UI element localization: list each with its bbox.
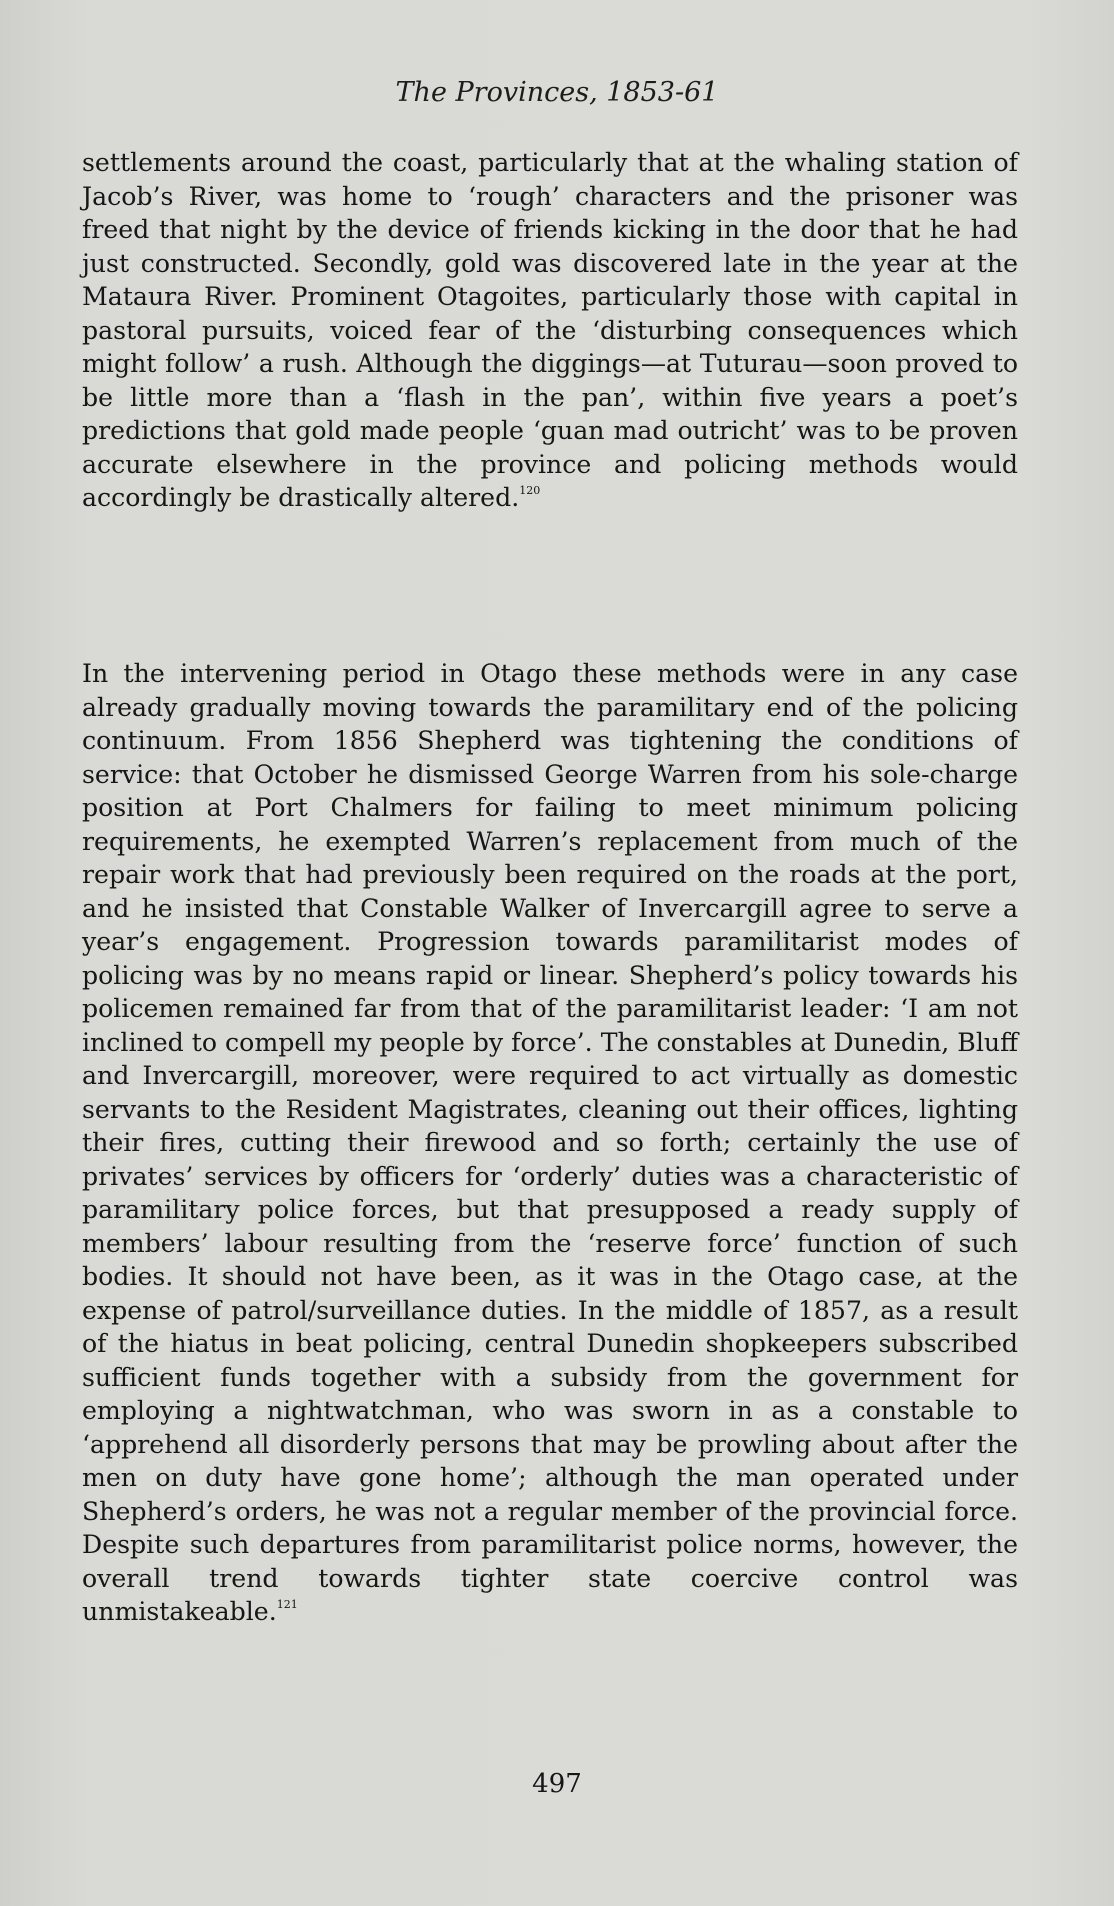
paragraph-2 (82, 657, 1018, 1629)
paragraph-1-text: settlements around the coast, particularly that at the whaling station of Jacob’s River, was home to ‘rough’ characters and the prisoner was freed that night by the device of friends kicking in the door that he had just constructed. Secondly, gold was discovered late in the year at the Mataura River. Prominent Otagoites, particularly those with capital in pastoral pursuits, voiced fear of the ‘disturbing consequences which might follow’ a rush. Although the diggings—at Tuturau—soon proved to be little more than a ‘flash in the pan’, within five years a poet’s predictions that gold made people ‘guan mad outricht’ was to be proven accurate elsewhere in the province and policing methods would accordingly be drastically altered. (82, 148, 1018, 512)
page-number: 497 (532, 1769, 582, 1799)
paragraph-1 (82, 146, 1018, 515)
footnote-marker-121: 121 (276, 1598, 298, 1611)
paragraph-2-text: In the intervening period in Otago these methods were in any case already gradually moving towards the paramilitary end of the policing continuum. From 1856 Shepherd was tightening the conditions of service: that October he dismissed George Warren from his sole-charge position at Port Chalmers for failing to meet minimum policing requirements, he exempted Warren’s replacement from much of the repair work that had previously been required on the roads at the port, and he insisted that Constable Walker of Invercargill agree to serve a year’s engagement. Progression towards paramilitarist modes of policing was by no means rapid or linear. Shepherd’s policy towards his policemen remained far from that of the paramilitarist leader: ‘I am not inclined to compell my people by force’. The constables at Dunedin, Bluff and Invercargill, moreover, were required to act virtually as domestic servants to the Resident Magistrates, cleaning out their offices, lighting their fires, cutting their firewood and so forth; certainly the use of privates’ services by officers for ‘orderly’ duties was a characteristic of paramilitary police forces, but that presupposed a ready supply of members’ labour resulting from the ‘reserve force’ function of such bodies. It should not have been, as it was in the Otago case, at the expense of patrol/surveillance duties. In the middle of 1857, as a result of the hiatus in beat policing, central Dunedin shopkeepers subscribed sufficient funds together with a subsidy from the government for employing a nightwatchman, who was sworn in as a constable to ‘apprehend all disorderly persons that may be prowling about after the men on duty have gone home’; although the man operated under Shepherd’s orders, he was not a regular member of the provincial force. Despite such departures from paramilitarist police norms, however, the overall trend towards tighter state coercive control was unmistakeable. (82, 659, 1018, 1626)
running-head: The Provinces, 1853-61 (395, 77, 719, 108)
footnote-marker-120: 120 (519, 484, 541, 497)
